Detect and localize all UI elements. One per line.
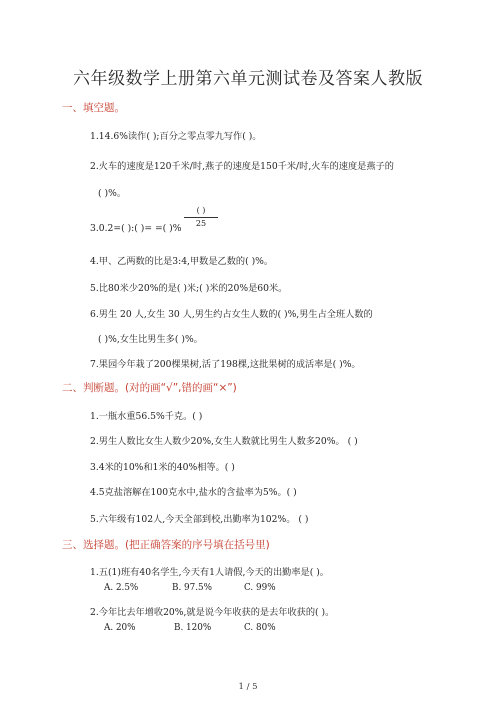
judge-question-4: 4.5克盐溶解在100克水中,盐水的含盐率为5%。( ) xyxy=(90,487,297,498)
fill-question-6: 6.男生 20 人,女生 30 人,男生约占女生人数的( )%,男生占全班人数的 xyxy=(90,309,373,320)
choice-1-option-c: C. 99% xyxy=(244,583,276,593)
fill-question-6-cont: ( )%,女生比男生多( )%。 xyxy=(98,334,203,345)
section-2-heading: 二、判断题。(对的画“√”,错的画“×”) xyxy=(62,382,237,394)
fill-question-2: 2.火车的速度是120千米/时,燕子的速度是150千米/时,火车的速度是燕子的 xyxy=(90,161,394,172)
fraction-bar xyxy=(184,217,218,218)
choice-2-option-c: C. 80% xyxy=(244,623,276,633)
fill-question-5: 5.比80米少20%的是( )米;( )米的20%是60米。 xyxy=(90,283,288,294)
section-3-heading: 三、选择题。(把正确答案的序号填在括号里) xyxy=(62,539,270,551)
judge-question-1: 1.一瓶水重56.5%千克。( ) xyxy=(90,411,203,422)
page-number: 1 / 5 xyxy=(238,682,258,692)
fill-question-4: 4.甲、乙两数的比是3:4,甲数是乙数的( )%。 xyxy=(90,256,274,267)
page-title: 六年级数学上册第六单元测试卷及答案人教版 xyxy=(73,69,423,89)
choice-2-option-a: A. 20% xyxy=(104,623,136,633)
fill-question-7: 7.果园今年栽了200棵果树,活了198棵,这批果树的成活率是( )%。 xyxy=(90,359,361,370)
fraction xyxy=(180,206,222,229)
choice-2-option-b: B. 120% xyxy=(174,623,212,633)
fraction-numerator: ( ) xyxy=(196,206,206,215)
fill-question-1: 1.14.6%读作( );百分之零点零九写作( )。 xyxy=(90,131,262,142)
choice-1-option-a: A. 2.5% xyxy=(104,583,139,593)
choice-question-2: 2.今年比去年增收20%,就是说今年收获的是去年收获的( )。 xyxy=(90,607,335,618)
judge-question-5: 5.六年级有102人,今天全部到校,出勤率为102%。 ( ) xyxy=(90,514,309,525)
fraction-denominator: 25 xyxy=(195,219,207,228)
fill-question-3: 3.0.2=( ):( )= =( )% xyxy=(90,223,182,234)
choice-question-1: 1.五(1)班有40名学生,今天有1人请假,今天的出勤率是( )。 xyxy=(90,567,329,578)
fill-question-2-cont: ( )%。 xyxy=(98,188,127,199)
choice-1-option-b: B. 97.5% xyxy=(172,583,213,593)
judge-question-2: 2.男生人数比女生人数少20%,女生人数就比男生人数多20%。 ( ) xyxy=(90,436,358,447)
judge-question-3: 3.4米的10%和1米的40%相等。( ) xyxy=(90,462,235,473)
section-1-heading: 一、填空题。 xyxy=(62,102,125,114)
